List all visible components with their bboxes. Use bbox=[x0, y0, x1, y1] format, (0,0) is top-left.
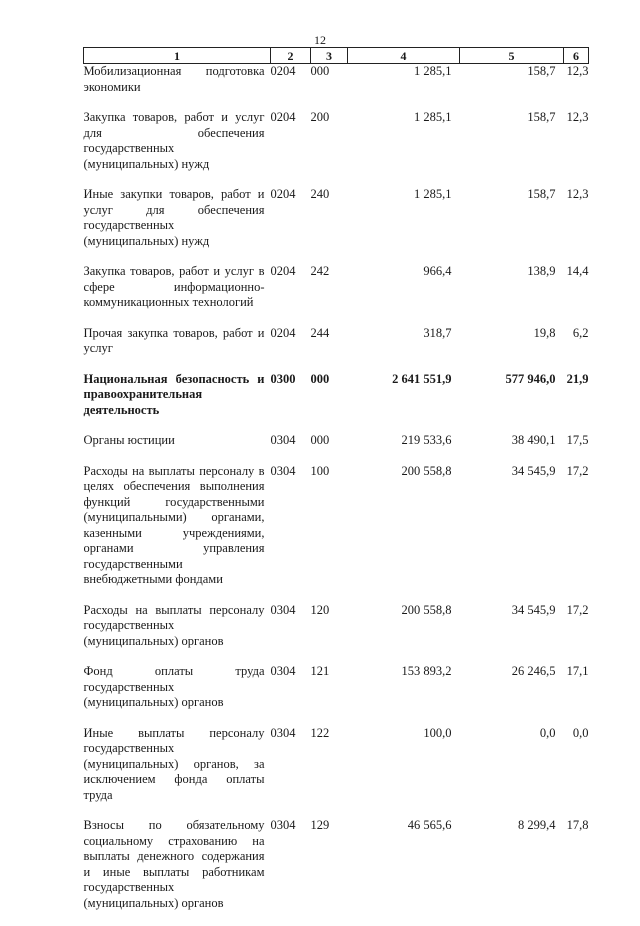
row-type-code: 129 bbox=[311, 818, 348, 926]
column-header-3: 3 bbox=[311, 48, 348, 64]
budget-table-container bbox=[83, 47, 588, 926]
row-section-code: 0204 bbox=[271, 326, 311, 372]
row-plan-value: 1 285,1 bbox=[348, 64, 460, 111]
row-name: Прочая закупка товаров, работ и услуг bbox=[84, 326, 271, 372]
row-plan-value: 1 285,1 bbox=[348, 187, 460, 264]
row-name: Расходы на выплаты персоналу государственных (муниципальных) органов bbox=[84, 603, 271, 665]
row-name: Закупка товаров, работ и услуг для обеспечения государственных (муниципальных) нужд bbox=[84, 110, 271, 187]
row-percent: 6,2 bbox=[564, 326, 589, 372]
row-type-code: 000 bbox=[311, 64, 348, 111]
row-type-code: 000 bbox=[311, 372, 348, 434]
row-plan-value: 2 641 551,9 bbox=[348, 372, 460, 434]
row-percent: 17,5 bbox=[564, 433, 589, 464]
row-percent: 17,1 bbox=[564, 664, 589, 726]
column-header-1: 1 bbox=[84, 48, 271, 64]
row-plan-value: 153 893,2 bbox=[348, 664, 460, 726]
row-section-code: 0204 bbox=[271, 64, 311, 111]
table-row bbox=[84, 264, 589, 326]
row-type-code: 200 bbox=[311, 110, 348, 187]
row-percent: 17,2 bbox=[564, 464, 589, 603]
row-section-code: 0304 bbox=[271, 464, 311, 603]
row-actual-value: 158,7 bbox=[460, 110, 564, 187]
row-type-code: 122 bbox=[311, 726, 348, 819]
row-type-code: 244 bbox=[311, 326, 348, 372]
row-percent: 17,2 bbox=[564, 603, 589, 665]
row-actual-value: 38 490,1 bbox=[460, 433, 564, 464]
row-section-code: 0304 bbox=[271, 818, 311, 926]
row-plan-value: 100,0 bbox=[348, 726, 460, 819]
header-row bbox=[84, 48, 589, 64]
row-section-code: 0204 bbox=[271, 187, 311, 264]
row-actual-value: 0,0 bbox=[460, 726, 564, 819]
row-percent: 0,0 bbox=[564, 726, 589, 819]
row-percent: 21,9 bbox=[564, 372, 589, 434]
column-header-4: 4 bbox=[348, 48, 460, 64]
table-row bbox=[84, 187, 589, 264]
row-name: Закупка товаров, работ и услуг в сфере информационно-коммуникационных технологий bbox=[84, 264, 271, 326]
row-name: Иные выплаты персоналу государственных (муниципальных) органов, за исключением фонда оплаты труда bbox=[84, 726, 271, 819]
page-number: 12 bbox=[0, 33, 640, 48]
row-type-code: 000 bbox=[311, 433, 348, 464]
row-actual-value: 158,7 bbox=[460, 187, 564, 264]
row-section-code: 0304 bbox=[271, 433, 311, 464]
row-name: Фонд оплаты труда государственных (муниципальных) органов bbox=[84, 664, 271, 726]
table-body bbox=[84, 64, 589, 926]
row-section-code: 0304 bbox=[271, 726, 311, 819]
row-actual-value: 577 946,0 bbox=[460, 372, 564, 434]
row-actual-value: 138,9 bbox=[460, 264, 564, 326]
row-actual-value: 34 545,9 bbox=[460, 603, 564, 665]
table-row bbox=[84, 664, 589, 726]
table-row bbox=[84, 110, 589, 187]
row-name: Расходы на выплаты персоналу в целях обеспечения выполнения функций государственными (муниципальными) органами, казенными учреждениями, органами управления государственными внебюджетными фондами bbox=[84, 464, 271, 603]
table-row bbox=[84, 372, 589, 434]
table-row bbox=[84, 433, 589, 464]
row-name: Взносы по обязательному социальному страхованию на выплаты денежного содержания и иные выплаты работникам государственных (муниципальных) органов bbox=[84, 818, 271, 926]
row-plan-value: 219 533,6 bbox=[348, 433, 460, 464]
row-percent: 12,3 bbox=[564, 110, 589, 187]
row-actual-value: 8 299,4 bbox=[460, 818, 564, 926]
row-percent: 12,3 bbox=[564, 187, 589, 264]
row-section-code: 0204 bbox=[271, 264, 311, 326]
table-row bbox=[84, 326, 589, 372]
budget-table bbox=[83, 47, 589, 926]
row-name: Мобилизационная подготовка экономики bbox=[84, 64, 271, 111]
table-row bbox=[84, 818, 589, 926]
row-percent: 14,4 bbox=[564, 264, 589, 326]
row-plan-value: 46 565,6 bbox=[348, 818, 460, 926]
row-plan-value: 200 558,8 bbox=[348, 464, 460, 603]
row-section-code: 0300 bbox=[271, 372, 311, 434]
table-row bbox=[84, 464, 589, 603]
row-plan-value: 200 558,8 bbox=[348, 603, 460, 665]
column-header-5: 5 bbox=[460, 48, 564, 64]
row-percent: 17,8 bbox=[564, 818, 589, 926]
row-actual-value: 158,7 bbox=[460, 64, 564, 111]
row-plan-value: 1 285,1 bbox=[348, 110, 460, 187]
row-type-code: 100 bbox=[311, 464, 348, 603]
row-type-code: 242 bbox=[311, 264, 348, 326]
row-section-code: 0304 bbox=[271, 664, 311, 726]
table-row bbox=[84, 603, 589, 665]
table-row bbox=[84, 64, 589, 111]
row-actual-value: 26 246,5 bbox=[460, 664, 564, 726]
row-name: Органы юстиции bbox=[84, 433, 271, 464]
row-actual-value: 34 545,9 bbox=[460, 464, 564, 603]
row-type-code: 120 bbox=[311, 603, 348, 665]
row-name: Национальная безопасность и правоохранительная деятельность bbox=[84, 372, 271, 434]
row-type-code: 121 bbox=[311, 664, 348, 726]
row-name: Иные закупки товаров, работ и услуг для обеспечения государственных (муниципальных) нужд bbox=[84, 187, 271, 264]
column-header-6: 6 bbox=[564, 48, 589, 64]
row-plan-value: 318,7 bbox=[348, 326, 460, 372]
column-header-2: 2 bbox=[271, 48, 311, 64]
row-percent: 12,3 bbox=[564, 64, 589, 111]
row-section-code: 0204 bbox=[271, 110, 311, 187]
table-header bbox=[84, 48, 589, 64]
row-plan-value: 966,4 bbox=[348, 264, 460, 326]
row-actual-value: 19,8 bbox=[460, 326, 564, 372]
row-section-code: 0304 bbox=[271, 603, 311, 665]
table-row bbox=[84, 726, 589, 819]
row-type-code: 240 bbox=[311, 187, 348, 264]
